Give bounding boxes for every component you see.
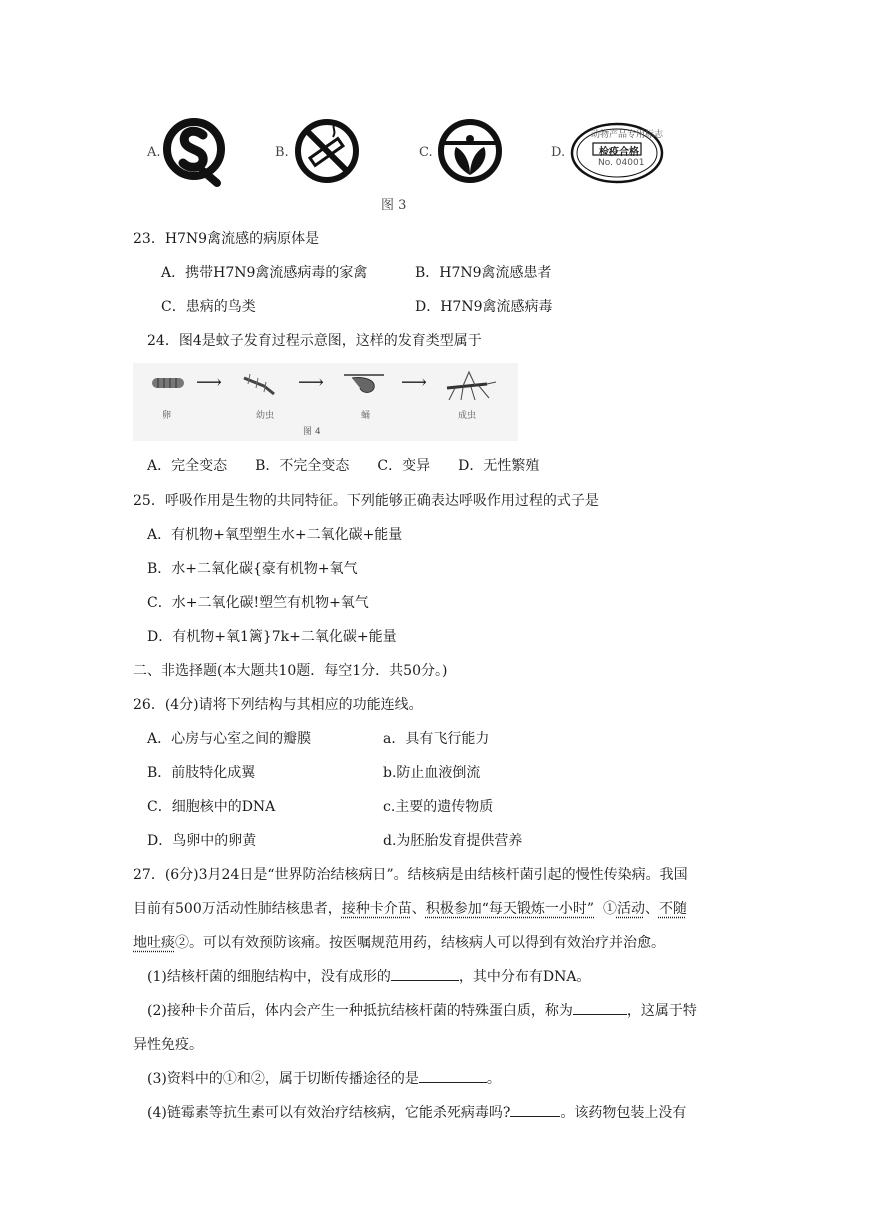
q23-option-d: D．H7N9禽流感病毒 <box>415 299 553 315</box>
q26-left-item: A．心房与心室之间的瓣膜 <box>147 731 312 747</box>
arrow-icon: ⟶ <box>401 372 427 393</box>
stage-label-larva: 幼虫 <box>256 411 275 421</box>
q26-stem: 26．(4分)请将下列结构与其相应的功能连线。 <box>133 697 423 713</box>
q23-option-c: C．患病的鸟类 <box>161 299 256 315</box>
q27-subquestion-3: (3)资料中的①和②，属于切断传播途径的是 。 <box>147 1068 501 1088</box>
fig3-option-d-letter: D. <box>551 145 566 160</box>
q26-left-item: C．细胞核中的DNA <box>147 799 276 815</box>
stamp-number-text: No. 04001 <box>598 158 645 168</box>
stage-label-egg: 卵 <box>162 411 172 421</box>
q27-line-3: 地吐痰②。可以有效预防该痛。按医嘱规范用药，结核病人可以得到有效治疗并治愈。 <box>133 935 665 951</box>
figure-3-caption: 图 3 <box>381 198 407 213</box>
answer-blank[interactable] <box>573 1000 627 1015</box>
stamp-top-text: 动物产品专用标志 <box>591 130 664 140</box>
figure-4-caption: 图 4 <box>303 427 321 437</box>
fig3-option-a-letter: A. <box>147 145 161 160</box>
stage-label-adult: 成虫 <box>458 411 477 421</box>
q27-subquestion-4: (4)链霉素等抗生素可以有效治疗结核病，它能杀死病毒吗? 。该药物包装上没有 <box>147 1102 686 1122</box>
q24-stem: 24．图4是蚊子发育过程示意图，这样的发育类型属于 <box>147 333 482 349</box>
stage-label-pupa: 蛹 <box>361 411 371 421</box>
q27-line-2: 目前有500万活动性肺结核患者，接种卡介苗、积极参加“每天锻炼一小时” ①活动、不随 <box>133 901 687 917</box>
qs-certification-logo-icon <box>163 115 225 187</box>
q27-subquestion-2-continued: 异性免疫。 <box>133 1037 203 1053</box>
stamp-mid-text: 检疫合格 <box>599 147 639 158</box>
q27-line-1: 27．(6分)3月24日是“世界防治结核病日”。结核病是由结核杆菌引起的慢性传染病。我国 <box>133 867 688 883</box>
larva-icon <box>240 370 280 400</box>
q26-right-item: a．具有飞行能力 <box>383 731 490 747</box>
fig3-option-c-letter: C. <box>419 145 433 160</box>
q25-stem: 25．呼吸作用是生物的共同特征。下列能够正确表达呼吸作用过程的式子是 <box>133 493 599 509</box>
q25-option-c: C．水+二氧化碳!塑竺有机物+氧气 <box>147 595 369 611</box>
q23-option-b: B．H7N9禽流感患者 <box>415 265 552 281</box>
fig3-option-b-letter: B. <box>275 145 289 160</box>
q26-right-item: d.为胚胎发育提供营养 <box>383 833 523 849</box>
q25-option-a: A．有机物+氧型塑生水+二氧化碳+能量 <box>147 527 403 543</box>
answer-blank[interactable] <box>391 966 459 981</box>
q25-option-d: D．有机物+氧1篱}7k+二氧化碳+能量 <box>147 629 397 645</box>
arrow-icon: ⟶ <box>298 372 324 393</box>
green-food-logo-icon <box>436 117 504 185</box>
q25-option-b: B．水+二氧化碳{豪有机物+氧气 <box>147 561 358 577</box>
q26-right-item: b.防止血液倒流 <box>383 765 481 781</box>
q26-left-item: D．鸟卵中的卵黄 <box>147 833 257 849</box>
q27-subquestion-2: (2)接种卡介苗后，体内会产生一种抵抗结核杆菌的特殊蛋白质，称为 ，这属于特 <box>147 1000 697 1020</box>
q23-stem: 23．H7N9禽流感的病原体是 <box>133 231 320 247</box>
q26-right-item: c.主要的遗传物质 <box>383 799 494 815</box>
q26-left-item: B．前肢特化成翼 <box>147 765 256 781</box>
q27-subquestion-1: (1)结核杆菌的细胞结构中，没有成形的 ，其中分布有DNA。 <box>147 966 590 986</box>
arrow-icon: ⟶ <box>196 372 222 393</box>
pupa-icon <box>344 372 384 398</box>
q23-option-a: A．携带H7N9禽流感病毒的家禽 <box>161 265 368 281</box>
section-2-heading: 二、非选择题(本大题共10题．每空1分．共50分。) <box>133 663 448 679</box>
egg-icon <box>150 373 186 393</box>
answer-blank[interactable] <box>419 1068 487 1083</box>
adult-mosquito-icon <box>441 370 497 402</box>
answer-blank[interactable] <box>510 1102 560 1117</box>
q24-options: A．完全变态 B．不完全变态 C．变异 D．无性繁殖 <box>147 458 540 474</box>
no-smoking-logo-icon <box>293 117 361 185</box>
